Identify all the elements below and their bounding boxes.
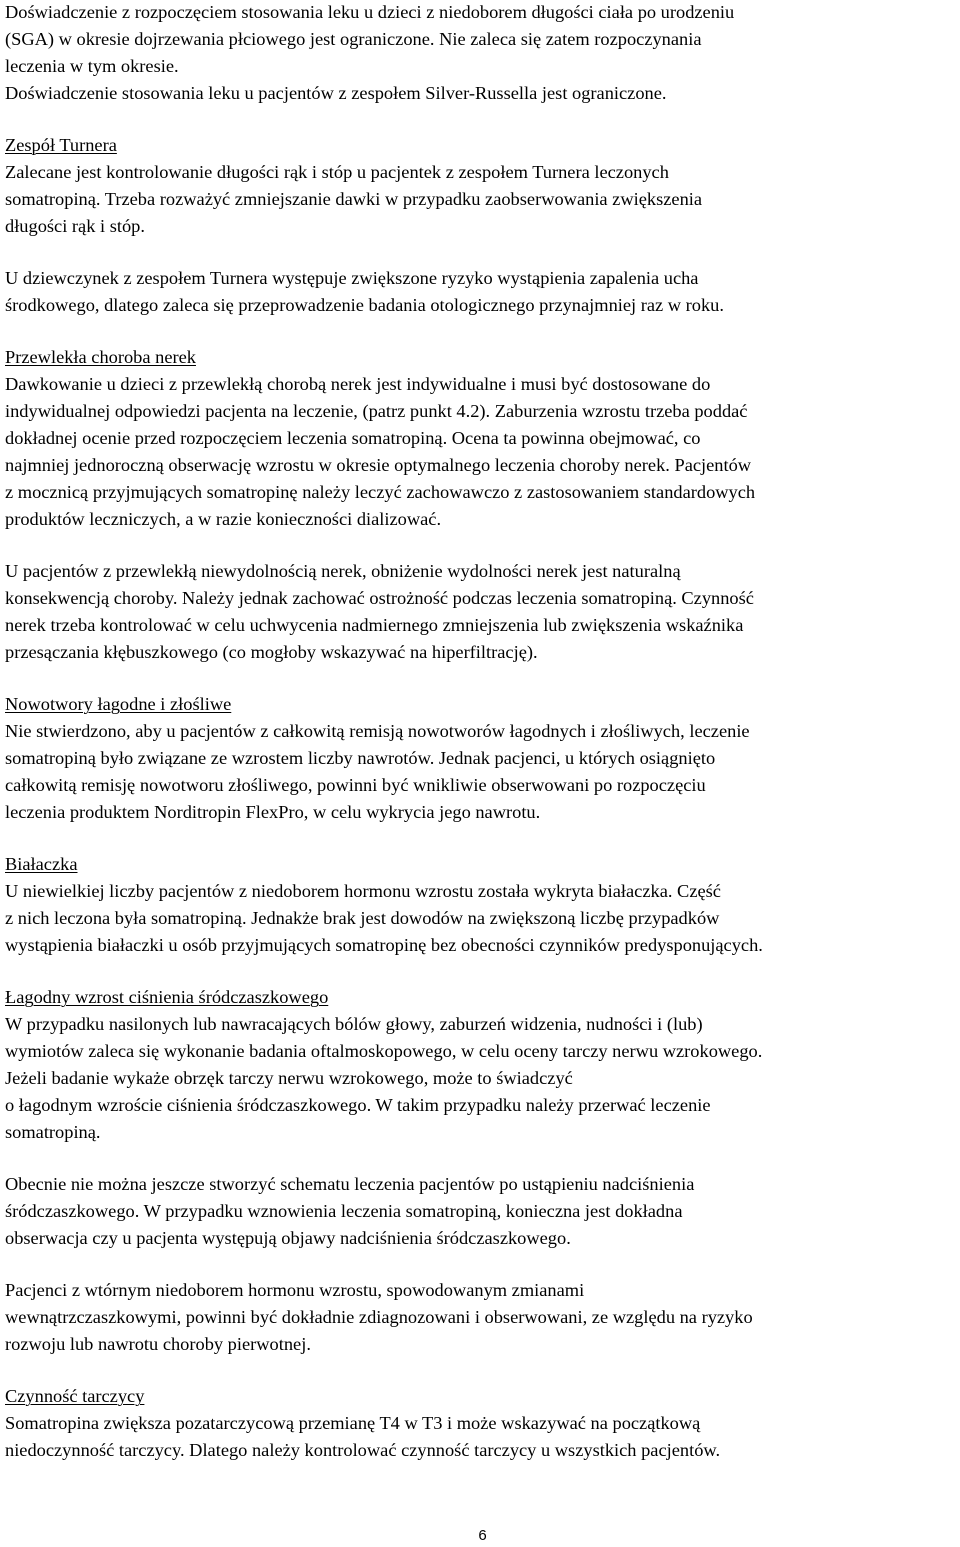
section-heading: Przewlekła choroba nerek: [5, 347, 196, 367]
text-line: (SGA) w okresie dojrzewania płciowego jest ograniczone. Nie zaleca się zatem rozpoczynania: [5, 29, 702, 49]
text-line: Doświadczenie stosowania leku u pacjentów z zespołem Silver-Russella jest ograniczone.: [5, 83, 667, 103]
text-line: Zalecane jest kontrolowanie długości rąk i stóp u pacjentek z zespołem Turnera leczonych: [5, 162, 669, 182]
text-line: somatropiną było związane ze wzrostem liczby nawrotów. Jednak pacjenci, u których osiągnięto: [5, 748, 716, 768]
text-line: somatropiną.: [5, 1122, 101, 1142]
text-line: Dawkowanie u dzieci z przewlekłą chorobą nerek jest indywidualne i musi być dostosowane do: [5, 374, 711, 394]
text-line: śródczaszkowego. W przypadku wznowienia leczenia somatropiną, konieczna jest dokładna: [5, 1201, 683, 1221]
text-line: U pacjentów z przewlekłą niewydolnością nerek, obniżenie wydolności nerek jest naturalną: [5, 561, 681, 581]
text-line: somatropiną. Trzeba rozważyć zmniejszanie dawki w przypadku zaobserwowania zwiększenia: [5, 189, 703, 209]
text-line: W przypadku nasilonych lub nawracających bólów głowy, zaburzeń widzenia, nudności i (lub): [5, 1014, 703, 1034]
section-heading: Czynność tarczycy: [5, 1386, 145, 1406]
page-number: 6: [478, 1527, 487, 1544]
text-line: długości rąk i stóp.: [5, 216, 145, 236]
section-heading: Nowotwory łagodne i złośliwe: [5, 694, 232, 714]
text-line: Nie stwierdzono, aby u pacjentów z całkowitą remisją nowotworów łagodnych i złośliwych, leczenie: [5, 721, 750, 741]
text-line: Obecnie nie można jeszcze stworzyć schematu leczenia pacjentów po ustąpieniu nadciśnienia: [5, 1174, 695, 1194]
text-line: U dziewczynek z zespołem Turnera występuje zwiększone ryzyko wystąpienia zapalenia ucha: [5, 268, 699, 288]
text-line: leczenia produktem Norditropin FlexPro, w celu wykrycia jego nawrotu.: [5, 802, 541, 822]
text-line: najmniej jednoroczną obserwację wzrostu w okresie optymalnego leczenia choroby nerek. Pacjentów: [5, 455, 752, 475]
section-heading: Białaczka: [5, 854, 78, 874]
text-line: dokładnej ocenie przed rozpoczęciem leczenia somatropiną. Ocena ta powinna obejmować, co: [5, 428, 701, 448]
text-line: wymiotów zaleca się wykonanie badania oftalmoskopowego, w celu oceny tarczy nerwu wzrokowego.: [5, 1041, 763, 1061]
text-line: Doświadczenie z rozpoczęciem stosowania leku u dzieci z niedoborem długości ciała po urodzeniu: [5, 2, 735, 22]
section-heading: Zespół Turnera: [5, 135, 117, 155]
text-line: przesączania kłębuszkowego (co mogłoby wskazywać na hiperfiltrację).: [5, 642, 538, 662]
text-line: obserwacja czy u pacjenta występują objawy nadciśnienia śródczaszkowego.: [5, 1228, 571, 1248]
text-line: leczenia w tym okresie.: [5, 56, 179, 76]
text-line: niedoczynność tarczycy. Dlatego należy kontrolować czynność tarczycy u wszystkich pacjentów.: [5, 1440, 721, 1460]
text-line: rozwoju lub nawrotu choroby pierwotnej.: [5, 1334, 311, 1354]
text-line: U niewielkiej liczby pacjentów z niedoborem hormonu wzrostu została wykryta białaczka. Część: [5, 881, 721, 901]
section-heading: Łagodny wzrost ciśnienia śródczaszkowego: [5, 987, 329, 1007]
text-line: indywidualnej odpowiedzi pacjenta na leczenie, (patrz punkt 4.2). Zaburzenia wzrostu trzeba poddać: [5, 401, 748, 421]
text-line: produktów leczniczych, a w razie konieczności dializować.: [5, 509, 442, 529]
text-line: wewnątrzczaszkowymi, powinni być dokładnie zdiagnozowani i obserwowani, ze względu na ryzyko: [5, 1307, 753, 1327]
text-line: o łagodnym wzroście ciśnienia śródczaszkowego. W takim przypadku należy przerwać leczenie: [5, 1095, 711, 1115]
text-line: Somatropina zwiększa pozatarczycową przemianę T4 w T3 i może wskazywać na początkową: [5, 1413, 701, 1433]
text-line: z mocznicą przyjmujących somatropinę należy leczyć zachowawczo z zastosowaniem standardowych: [5, 482, 756, 502]
text-line: konsekwencją choroby. Należy jednak zachować ostrożność podczas leczenia somatropiną. Czynność: [5, 588, 754, 608]
text-line: środkowego, dlatego zaleca się przeprowadzenie badania otologicznego przynajmniej raz w roku.: [5, 295, 724, 315]
text-line: Jeżeli badanie wykaże obrzęk tarczy nerwu wzrokowego, może to świadczyć: [5, 1068, 573, 1088]
text-line: z nich leczona była somatropiną. Jednakże brak jest dowodów na zwiększoną liczbę przypadków: [5, 908, 720, 928]
text-line: nerek trzeba kontrolować w celu uchwycenia nadmiernego zmniejszenia lub zwiększenia wskaźnika: [5, 615, 744, 635]
text-line: wystąpienia białaczki u osób przyjmujących somatropinę bez obecności czynników predysponujących.: [5, 935, 763, 955]
text-line: całkowitą remisję nowotworu złośliwego, powinni być wnikliwie obserwowani po rozpoczęciu: [5, 775, 706, 795]
text-line: Pacjenci z wtórnym niedoborem hormonu wzrostu, spowodowanym zmianami: [5, 1280, 585, 1300]
